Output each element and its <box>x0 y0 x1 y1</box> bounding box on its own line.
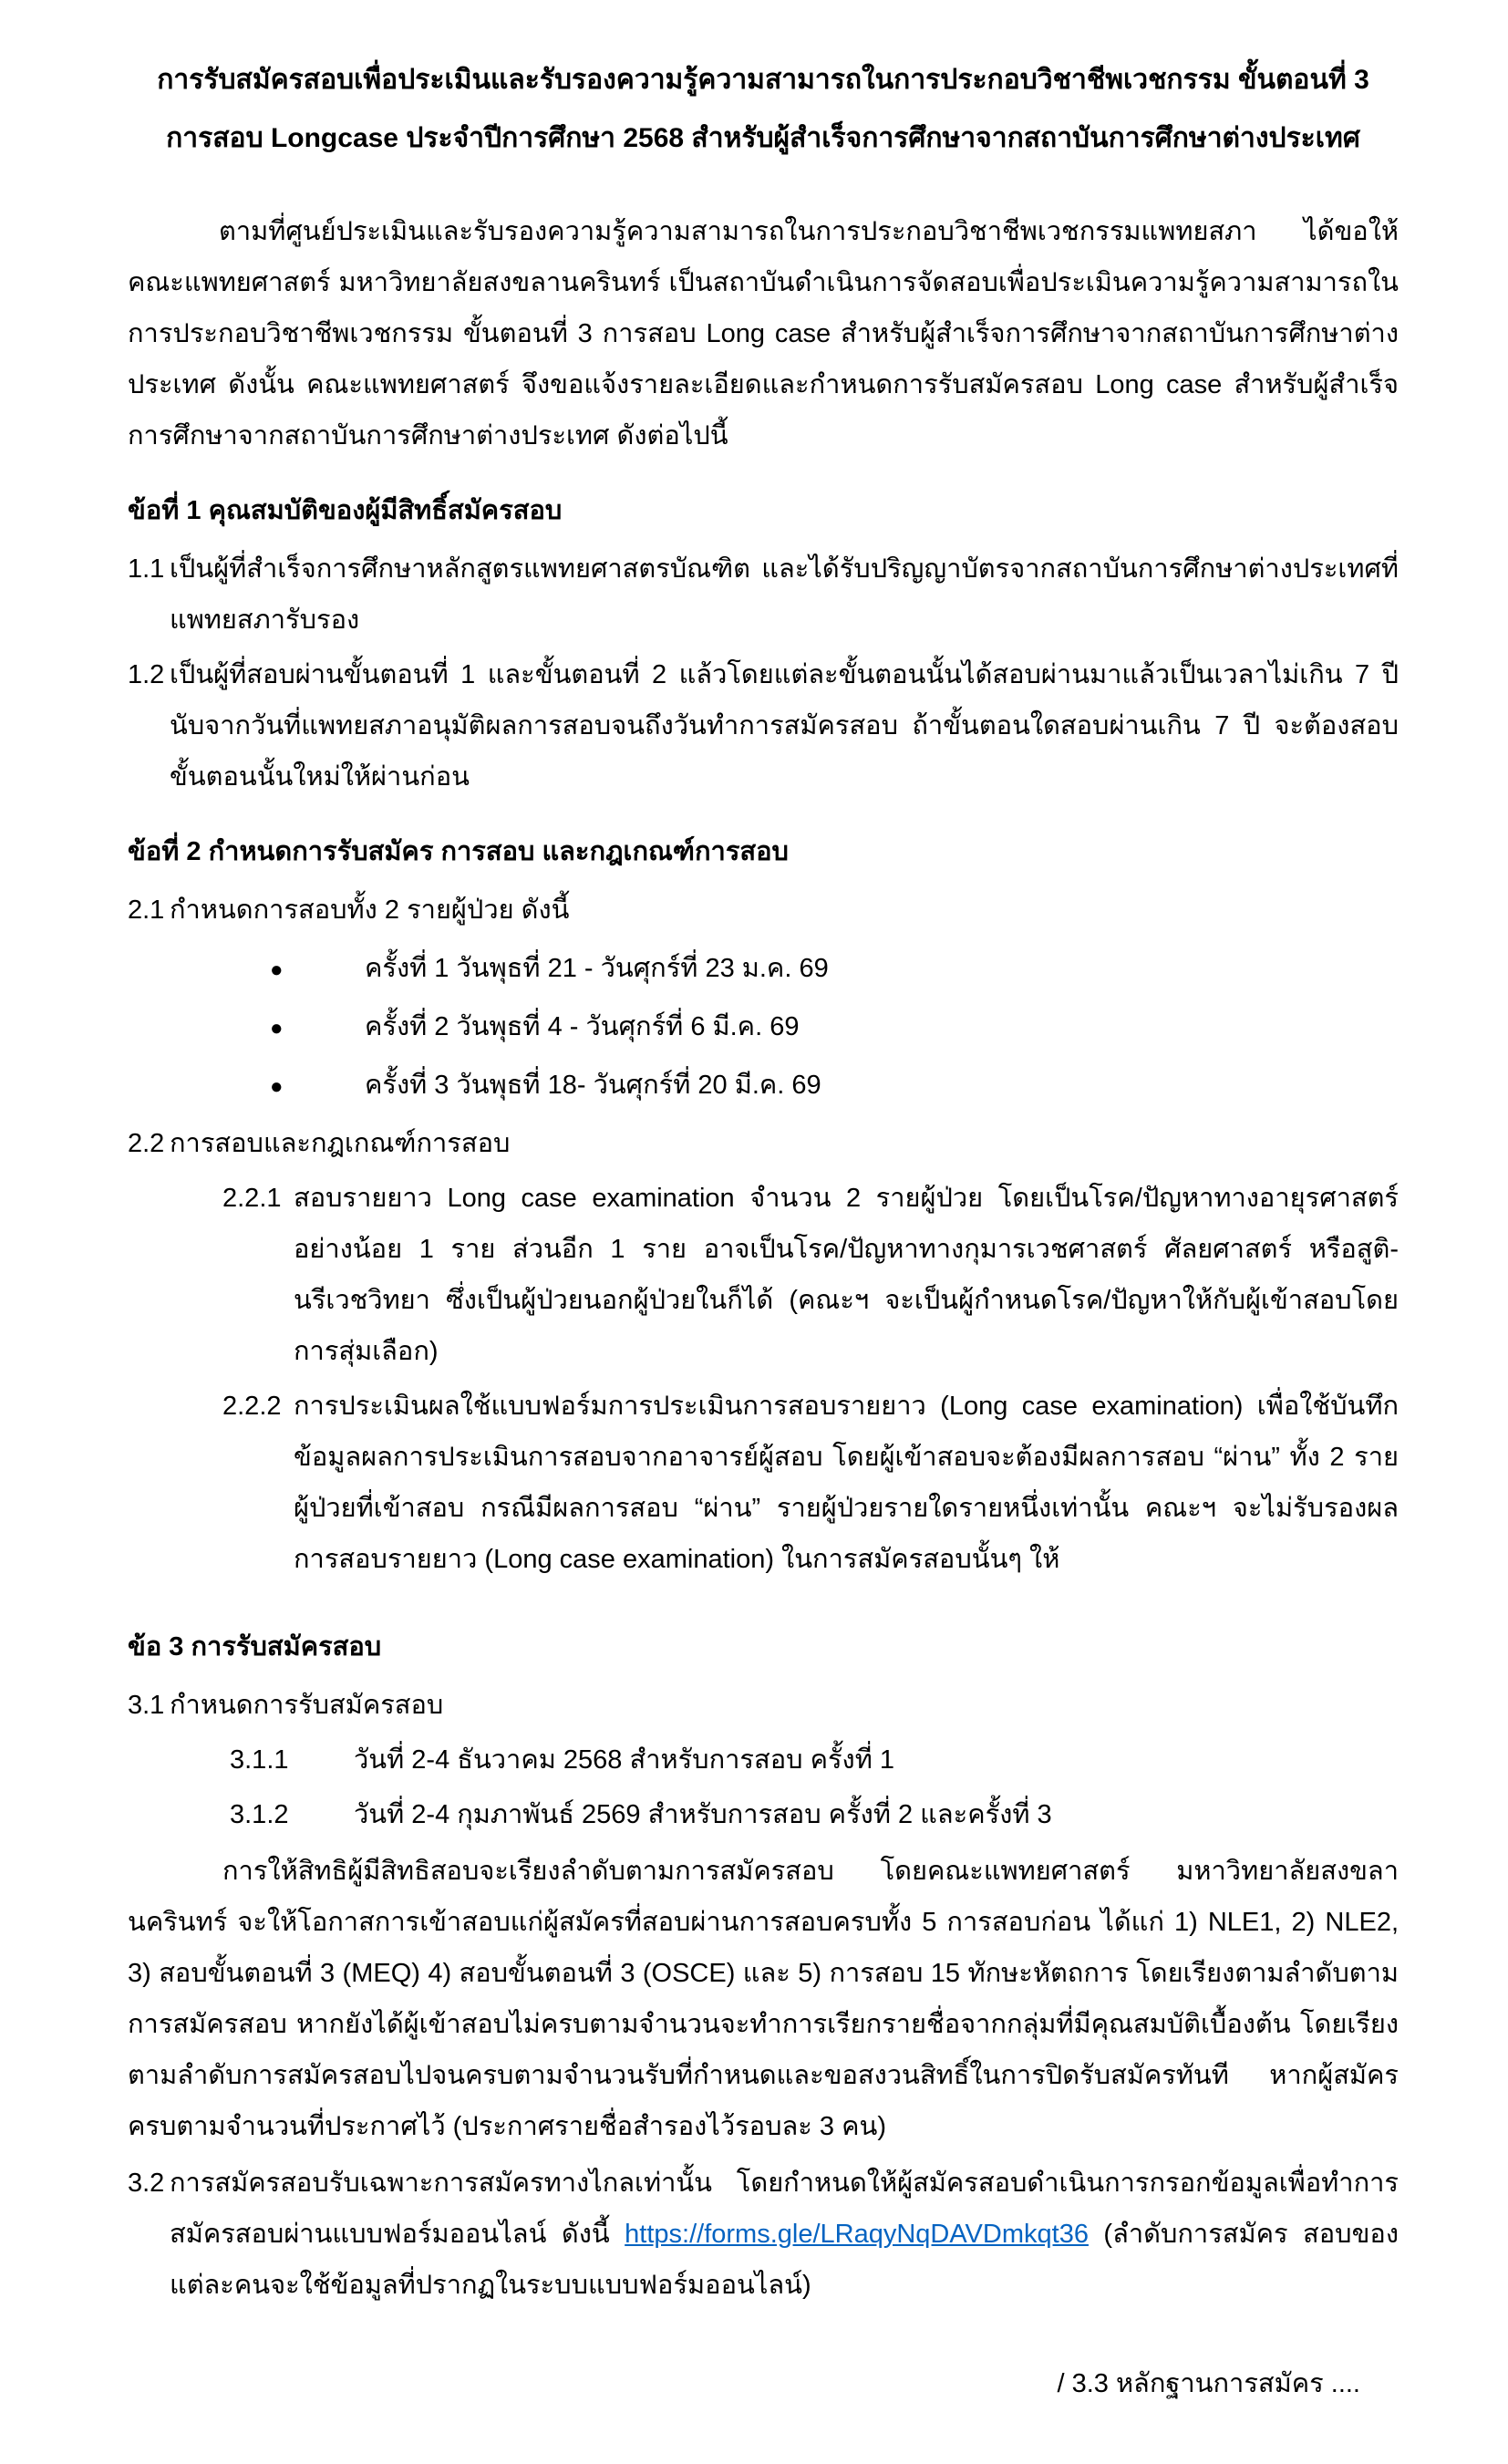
clause-text-after-link: (ลำดับการสมัคร สอบของแต่ละคนจะใช้ข้อมูลที่ปรากฏในระบบแบบฟอร์มออนไลน์) <box>170 2220 1399 2300</box>
continuation-note: / 3.3 หลักฐานการสมัคร .... <box>1057 2369 1360 2398</box>
clause-text: วันที่ 2-4 กุมภาพันธ์ 2569 สำหรับการสอบ ครั้งที่ 2 และครั้งที่ 3 <box>354 1800 1052 1829</box>
clause-number: 2.1 <box>128 896 165 925</box>
clause-number: 2.2.1 <box>222 1184 282 1213</box>
clause-2-2-2 <box>222 1381 1399 1585</box>
clause-3-1-1 <box>230 1734 1399 1786</box>
clause-3-2 <box>128 2158 1399 2311</box>
title-line-1: การรับสมัครสอบเพื่อประเมินและรับรองความรู้ความสามารถในการประกอบวิชาชีพเวชกรรม ขั้นตอนที่ 3 <box>157 65 1369 95</box>
clause-text: การประเมินผลใช้แบบฟอร์มการประเมินการสอบรายยาว (Long case examination) เพื่อใช้บันทึกข้อมูลผลการประเมินการสอบจากอาจารย์ผู้สอบ โดยผู้เข้าสอบจะต้องมีผลการสอบ “ผ่าน” ทั้ง 2 รายผู้ป่วยที่เข้าสอบ กรณีมีผลการสอบ “ผ่าน” รายผู้ป่วยรายใดรายหนึ่งเท่านั้น คณะฯ จะไม่รับรองผลการสอบรายยาว (Long case examination) ในการสมัครสอบนั้นๆ ให้ <box>294 1392 1399 1574</box>
clause-text: เป็นผู้ที่สำเร็จการศึกษาหลักสูตรแพทยศาสตรบัณฑิต และได้รับปริญญาบัตรจากสถาบันการศึกษาต่างประเทศที่แพทยสภารับรอง <box>170 554 1399 635</box>
clause-number: 1.1 <box>128 554 165 584</box>
clause-number: 3.2 <box>128 2169 165 2198</box>
clause-number: 3.1.1 <box>230 1745 289 1775</box>
exam-schedule-text: ครั้งที่ 3 วันพุธที่ 18- วันศุกร์ที่ 20 มี.ค. 69 <box>365 1071 821 1100</box>
clause-text: การสอบและกฎเกณฑ์การสอบ <box>170 1129 511 1158</box>
bullet-icon: ● <box>270 958 284 982</box>
clause-number: 1.2 <box>128 660 165 689</box>
clause-number: 3.1.2 <box>230 1800 289 1829</box>
clause-text <box>170 2169 1399 2300</box>
exam-schedule-item <box>270 943 1399 994</box>
section-1-heading: ข้อที่ 1 คุณสมบัติของผู้มีสิทธิ์สมัครสอบ <box>128 496 563 525</box>
clause-text: กำหนดการสอบทั้ง 2 รายผู้ป่วย ดังนี้ <box>170 896 570 925</box>
clause-1-1 <box>128 544 1399 646</box>
clause-2-2 <box>128 1118 1399 1169</box>
clause-text: วันที่ 2-4 ธันวาคม 2568 สำหรับการสอบ ครั้งที่ 1 <box>354 1745 895 1775</box>
section-2-heading: ข้อที่ 2 กำหนดการรับสมัคร การสอบ และกฎเกณฑ์การสอบ <box>128 837 789 866</box>
exam-schedule-item <box>270 1060 1399 1111</box>
intro-paragraph: ตามที่ศูนย์ประเมินและรับรองความรู้ความสามารถในการประกอบวิชาชีพเวชกรรมแพทยสภา ได้ขอให้คณะแพทยศาสตร์ มหาวิทยาลัยสงขลานครินทร์ เป็นสถาบันดำเนินการจัดสอบเพื่อประเมินความรู้ความสามารถในการประกอบวิชาชีพเวชกรรม ขั้นตอนที่ 3 การสอบ Long case สำหรับผู้สำเร็จการศึกษาจากสถาบันการศึกษาต่างประเทศ ดังนั้น คณะแพทยศาสตร์ จึงขอแจ้งรายละเอียดและกำหนดการรับสมัครสอบ Long case สำหรับผู้สำเร็จการศึกษาจากสถาบันการศึกษาต่างประเทศ ดังต่อไปนี้ <box>128 217 1399 450</box>
clause-3-1-2 <box>230 1789 1399 1840</box>
bullet-icon: ● <box>270 1016 284 1040</box>
clause-text: กำหนดการรับสมัครสอบ <box>170 1691 444 1720</box>
document-title <box>128 51 1399 168</box>
bullet-icon: ● <box>270 1074 284 1099</box>
clause-2-2-1 <box>222 1173 1399 1377</box>
clause-number: 3.1 <box>128 1691 165 1720</box>
clause-number: 2.2 <box>128 1129 165 1158</box>
exam-schedule-item <box>270 1001 1399 1052</box>
clause-3-1 <box>128 1680 1399 1731</box>
clause-number: 2.2.2 <box>222 1392 282 1421</box>
clause-1-2 <box>128 649 1399 802</box>
title-line-2: การสอบ Longcase ประจำปีการศึกษา 2568 สำหรับผู้สำเร็จการศึกษาจากสถาบันการศึกษาต่างประเทศ <box>166 123 1360 153</box>
clause-text-before-link: การสมัครสอบรับเฉพาะการสมัครทางไกลเท่านั้น โดยกำหนดให้ผู้สมัครสอบดำเนินการกรอกข้อมูลเพื่อทำการสมัครสอบผ่านแบบฟอร์มออนไลน์ ดังนี้ <box>170 2169 1399 2249</box>
exam-schedule-list <box>128 943 1399 1111</box>
exam-schedule-text: ครั้งที่ 2 วันพุธที่ 4 - วันศุกร์ที่ 6 มี.ค. 69 <box>365 1012 800 1041</box>
clause-text: เป็นผู้ที่สอบผ่านขั้นตอนที่ 1 และขั้นตอนที่ 2 แล้วโดยแต่ละขั้นตอนนั้นได้สอบผ่านมาแล้วเป็นเวลาไม่เกิน 7 ปี นับจากวันที่แพทยสภาอนุมัติผลการสอบจนถึงวันทำการสมัครสอบ ถ้าขั้นตอนใดสอบผ่านเกิน 7 ปี จะต้องสอบขั้นตอนนั้นใหม่ให้ผ่านก่อน <box>170 660 1399 792</box>
eligibility-order-paragraph: การให้สิทธิผู้มีสิทธิสอบจะเรียงลำดับตามการสมัครสอบ โดยคณะแพทยศาสตร์ มหาวิทยาลัยสงขลานครินทร์ จะให้โอกาสการเข้าสอบแก่ผู้สมัครที่สอบผ่านการสอบครบทั้ง 5 การสอบก่อน ได้แก่ 1) NLE1, 2) NLE2, 3) สอบขั้นตอนที่ 3 (MEQ) 4) สอบขั้นตอนที่ 3 (OSCE) และ 5) การสอบ 15 ทักษะหัตถการ โดยเรียงตามลำดับตามการสมัครสอบ หากยังได้ผู้เข้าสอบไม่ครบตามจำนวนจะทำการเรียกรายชื่อจากกลุ่มที่มีคุณสมบัติเบื้องต้น โดยเรียงตามลำดับการสมัครสอบไปจนครบตามจำนวนรับที่กำหนดและขอสงวนสิทธิ์ในการปิดรับสมัครทันที หากผู้สมัครครบตามจำนวนที่ประกาศไว้ (ประกาศรายชื่อสำรองไว้รอบละ 3 คน) <box>128 1857 1399 2141</box>
clause-2-1 <box>128 885 1399 936</box>
exam-schedule-text: ครั้งที่ 1 วันพุธที่ 21 - วันศุกร์ที่ 23 ม.ค. 69 <box>365 954 829 983</box>
clause-text: สอบรายยาว Long case examination จำนวน 2 รายผู้ป่วย โดยเป็นโรค/ปัญหาทางอายุรศาสตร์อย่างน้อย 1 ราย ส่วนอีก 1 ราย อาจเป็นโรค/ปัญหาทางกุมารเวชศาสตร์ ศัลยศาสตร์ หรือสูติ-นรีเวชวิทยา ซึ่งเป็นผู้ป่วยนอกผู้ป่วยในก็ได้ (คณะฯ จะเป็นผู้กำหนดโรค/ปัญหาให้กับผู้เข้าสอบโดยการสุ่มเลือก) <box>294 1184 1399 1366</box>
section-3-heading: ข้อ 3 การรับสมัครสอบ <box>128 1632 382 1662</box>
registration-form-link[interactable]: https://forms.gle/LRaqyNqDAVDmkqt36 <box>625 2220 1089 2249</box>
